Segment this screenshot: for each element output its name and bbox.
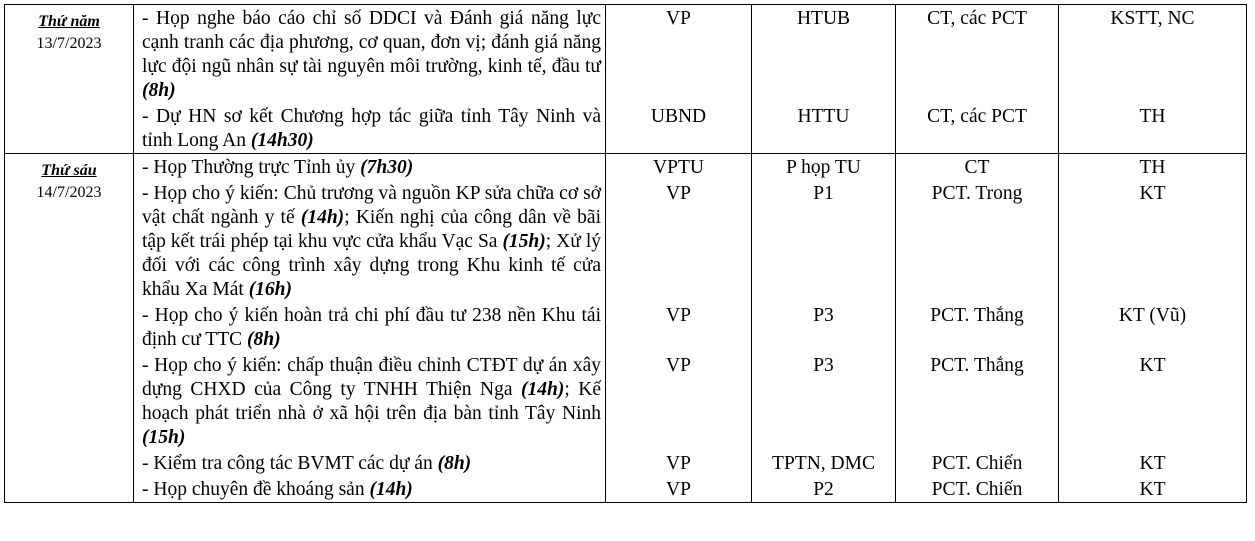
item-time: (14h): [369, 479, 413, 500]
item-description: [134, 450, 606, 476]
day-name: Thứ sáu: [41, 162, 97, 179]
day-items: [134, 154, 1247, 503]
day-cell: [5, 5, 134, 154]
chair-cell: CT: [896, 154, 1059, 180]
item-description: [134, 302, 606, 352]
location-cell: P3: [752, 302, 896, 352]
location-cell: HTTU: [752, 103, 896, 153]
schedule-item: [134, 180, 1246, 302]
item-time: (15h): [502, 231, 546, 252]
item-time: (8h): [247, 329, 281, 350]
item-text: - Họp nghe báo cáo chỉ số DDCI và Đánh giá năng lực cạnh tranh các địa phương, cơ quan, đơn vị; đánh giá năng lực đội ngũ nhân sự tài nguyên môi trường, kinh tế, đầu tư: [142, 8, 601, 77]
attendee-cell: KSTT, NC: [1110, 8, 1195, 29]
prep-unit-cell: VP: [606, 450, 752, 476]
chair-cell: PCT. Chiến: [896, 450, 1059, 476]
schedule-item: [134, 103, 1246, 153]
day-date: 14/7/2023: [36, 184, 102, 201]
day-date: 13/7/2023: [36, 35, 102, 52]
attendee-cell: KT: [1139, 183, 1166, 204]
item-text: - Dự HN sơ kết Chương hợp tác giữa tỉnh Tây Ninh và tỉnh Long An: [142, 106, 601, 151]
item-description: [134, 5, 606, 103]
location-cell: P2: [752, 476, 896, 502]
attendee-cell: KT: [1139, 355, 1166, 376]
schedule-table: [4, 4, 1247, 503]
day-name: Thứ năm: [38, 13, 100, 30]
item-text: ; Kiến nghị của công dân về bãi tập kết trái phép tại khu vực cửa khẩu Vạc Sa: [142, 207, 602, 252]
prep-unit-cell: VP: [606, 302, 752, 352]
chair-cell: CT, các PCT: [896, 103, 1059, 153]
day-cell: [5, 154, 134, 503]
prep-unit-cell: VP: [606, 5, 752, 103]
item-description: [134, 103, 606, 153]
day-row: [5, 154, 1247, 503]
item-text: ; Kế hoạch phát triển nhà ở xã hội trên địa bàn tỉnh Tây Ninh: [142, 379, 602, 424]
day-row: [5, 5, 1247, 154]
chair-cell: PCT. Thắng: [896, 352, 1059, 450]
location-cell: P3: [752, 352, 896, 450]
item-time: (16h): [248, 279, 293, 300]
location-cell: P1: [752, 180, 896, 302]
item-time: (14h): [521, 379, 565, 400]
item-time: (8h): [142, 80, 176, 101]
prep-unit-cell: VP: [606, 476, 752, 502]
item-text: - Kiểm tra công tác BVMT các dự án: [142, 453, 438, 474]
attendee-cell: TH: [1139, 106, 1166, 127]
item-text: - Họp chuyên đề khoáng sản: [142, 479, 370, 500]
attendee-cell: KT (Vũ): [1118, 305, 1187, 326]
schedule-item: [134, 154, 1246, 180]
chair-cell: PCT. Chiến: [896, 476, 1059, 502]
prep-unit-cell: VPTU: [606, 154, 752, 180]
prep-unit-cell: VP: [606, 180, 752, 302]
prep-unit-cell: VP: [606, 352, 752, 450]
schedule-item: [134, 450, 1246, 476]
item-description: [134, 154, 606, 180]
schedule-item: [134, 5, 1246, 103]
prep-unit-cell: UBND: [606, 103, 752, 153]
item-text: - Họp cho ý kiến hoàn trả chi phí đầu tư 238 nền Khu tái định cư TTC: [142, 305, 601, 350]
item-time: (8h): [437, 453, 472, 474]
item-text: - Họp cho ý kiến: Chủ trương và nguồn KP sửa chữa cơ sở vật chất ngành y tế: [142, 183, 601, 228]
attendee-cell: KT: [1139, 479, 1166, 500]
item-text: - Họp Thường trực Tỉnh ủy: [142, 157, 361, 178]
schedule-item: [134, 352, 1246, 450]
item-time: (15h): [142, 427, 186, 448]
item-time: (7h30): [360, 157, 414, 178]
item-description: [134, 180, 606, 302]
attendee-cell: KT: [1139, 453, 1166, 474]
item-description: [134, 352, 606, 450]
attendee-cell: TH: [1139, 157, 1166, 178]
location-cell: P họp TU: [752, 154, 896, 180]
location-cell: HTUB: [752, 5, 896, 103]
schedule-item: [134, 302, 1246, 352]
chair-cell: PCT. Thắng: [896, 302, 1059, 352]
location-cell: TPTN, DMC: [752, 450, 896, 476]
item-time: (14h): [300, 207, 345, 228]
item-text: - Họp cho ý kiến: chấp thuận điều chỉnh CTĐT dự án xây dựng CHXD của Công ty TNHH Thiện Nga: [142, 355, 601, 400]
chair-cell: CT, các PCT: [896, 5, 1059, 103]
chair-cell: PCT. Trong: [896, 180, 1059, 302]
item-description: [134, 476, 606, 502]
schedule-item: [134, 476, 1246, 502]
item-time: (14h30): [250, 130, 314, 151]
day-items: [134, 5, 1247, 154]
item-text: ; Xử lý đối với các công trình xây dựng trong Khu kinh tế cửa khẩu Xa Mát: [142, 231, 601, 300]
